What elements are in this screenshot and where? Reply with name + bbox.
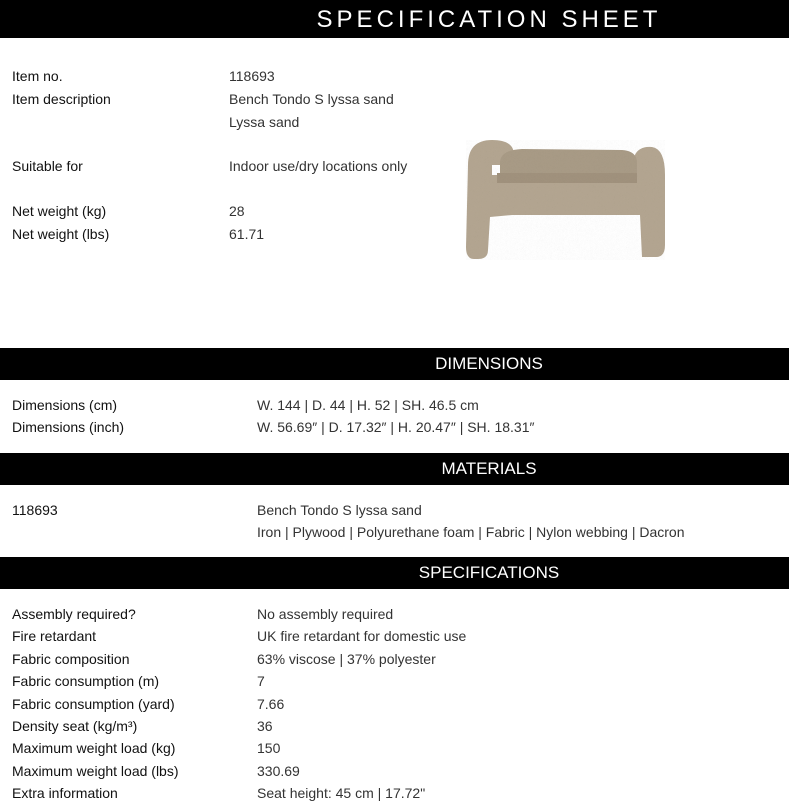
value-dimensions-inch: W. 56.69″ | D. 17.32″ | H. 20.47″ | SH. 18.31″ [257, 419, 535, 435]
dimensions-section-header [0, 348, 789, 380]
spec-value: 36 [257, 718, 273, 734]
specifications-title: SPECIFICATIONS [418, 563, 560, 582]
spec-value: 150 [257, 740, 281, 757]
spec-value: No assembly required [257, 606, 394, 622]
page-title: SPECIFICATION SHEET [316, 6, 662, 33]
spec-label: Assembly required? [12, 606, 136, 622]
label-item-description: Item description [12, 91, 111, 107]
label-net-weight-lbs: Net weight (lbs) [12, 226, 110, 242]
value-net-weight-kg: 28 [229, 203, 245, 219]
spec-value: Seat height: 45 cm | 17.72" [257, 785, 426, 802]
materials-item-no: 118693 [12, 502, 58, 518]
spec-value: 7.66 [257, 695, 285, 712]
spec-label: Fabric composition [12, 650, 130, 667]
spec-label: Fabric consumption (m) [12, 673, 160, 690]
specifications-section-header [0, 557, 789, 589]
dimensions-title: DIMENSIONS [435, 354, 543, 373]
label-dimensions-cm: Dimensions (cm) [12, 397, 118, 413]
spec-label: Density seat (kg/m³) [12, 718, 138, 734]
label-suitable-for: Suitable for [12, 158, 83, 174]
value-item-finish: Lyssa sand [229, 114, 300, 130]
product-image-bench [462, 135, 667, 265]
spec-label: Extra information [12, 785, 118, 802]
label-net-weight-kg: Net weight (kg) [12, 203, 107, 219]
spec-label: Fabric consumption (yard) [12, 695, 175, 712]
spec-label: Fire retardant [12, 628, 97, 645]
materials-list: Iron | Plywood | Polyurethane foam | Fabric | Nylon webbing | Dacron [257, 524, 685, 540]
materials-section-header [0, 453, 789, 485]
value-dimensions-cm: W. 144 | D. 44 | H. 52 | SH. 46.5 cm [257, 397, 479, 413]
value-net-weight-lbs: 61.71 [229, 226, 265, 242]
spec-label: Maximum weight load (lbs) [12, 762, 179, 779]
header-bar [0, 0, 789, 38]
materials-title: MATERIALS [441, 459, 537, 478]
spec-value: UK fire retardant for domestic use [257, 628, 467, 645]
value-suitable-for: Indoor use/dry locations only [229, 158, 408, 174]
value-item-no: 118693 [229, 68, 275, 84]
spec-value: 63% viscose | 37% polyester [257, 650, 436, 667]
spec-label: Maximum weight load (kg) [12, 740, 176, 757]
label-dimensions-inch: Dimensions (inch) [12, 419, 125, 435]
value-item-description: Bench Tondo S lyssa sand [229, 91, 394, 107]
spec-value: 7 [257, 673, 265, 690]
label-item-no: Item no. [12, 68, 63, 84]
spec-value: 330.69 [257, 762, 300, 779]
materials-item-name: Bench Tondo S lyssa sand [257, 502, 422, 518]
